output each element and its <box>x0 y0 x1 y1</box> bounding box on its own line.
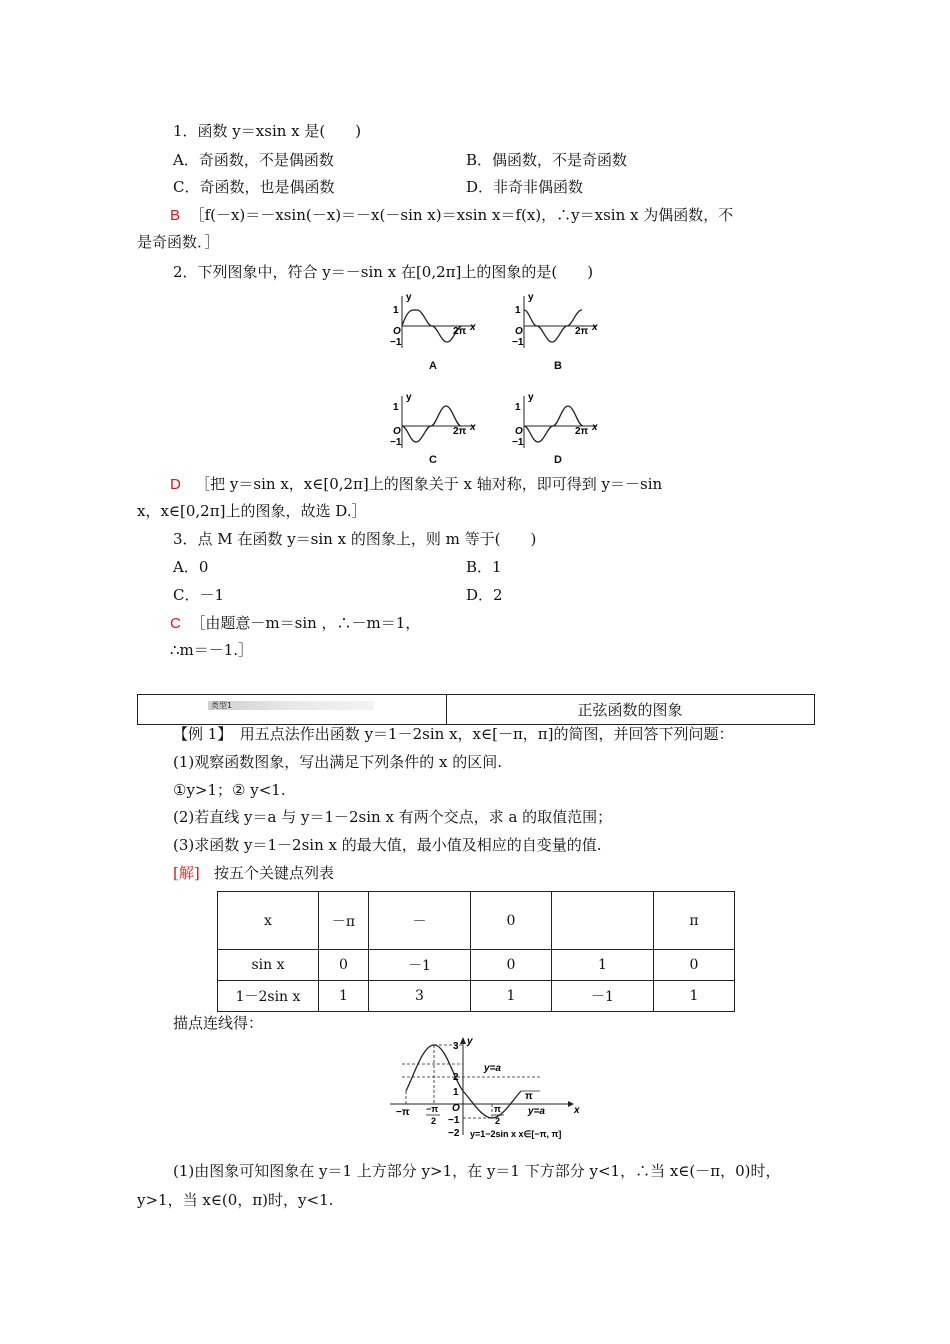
q3-option-c: C．－1 <box>173 586 225 604</box>
q2-graph-d <box>512 388 607 452</box>
table-cell: 0 <box>319 950 369 981</box>
graph-b-neg-one: −1 <box>512 337 524 348</box>
q1-answer-text: ［f(－x)＝－xsin(－x)＝－x(－sin x)＝xsin x＝f(x)，∴y＝xsin x 为偶函数，不 <box>189 206 734 224</box>
graph-d-origin: O <box>515 426 523 437</box>
solution-tag: [解] <box>173 864 200 882</box>
q3-option-b: B．1 <box>466 558 502 576</box>
table-cell: 1 <box>319 981 369 1012</box>
section-tag: 类型1 <box>208 701 374 710</box>
graph-c-origin: O <box>393 426 401 437</box>
q3-answer-cont: ∴m＝－1.］ <box>170 641 254 659</box>
graph-c-x-label: x <box>470 422 476 433</box>
table-cell: 1 <box>471 981 552 1012</box>
plot-ytick-neg1: −1 <box>448 1115 460 1126</box>
conclusion-line2: y>1，当 x∈(0，π)时，y<1. <box>137 1191 334 1209</box>
q2-answer-cont: x，x∈[0,2π]上的图象，故选 D.］ <box>137 502 367 520</box>
graph-b-2pi: 2π <box>575 326 589 337</box>
table-cell: 1 <box>654 981 735 1012</box>
q2-answer <box>170 474 662 495</box>
table-cell: 0 <box>471 950 552 981</box>
table-header-cell: x <box>218 892 319 950</box>
table-cell: sin x <box>218 950 319 981</box>
q1-stem: 1．函数 y＝xsin x 是( ) <box>173 122 362 140</box>
q1-answer <box>170 205 733 226</box>
graph-c-y-label: y <box>406 392 412 403</box>
section-header <box>137 694 815 725</box>
plot-caption: 描点连线得： <box>173 1014 264 1032</box>
graph-a-origin: O <box>393 326 401 337</box>
plot-neg-pi: −π <box>396 1107 410 1118</box>
q2-answer-text: ［把 y＝sin x，x∈[0,2π]上的图象关于 x 轴对称，即可得到 y＝－sin <box>195 475 663 493</box>
q1-option-d: D．非奇非偶函数 <box>466 178 584 196</box>
plot-x-label: x <box>574 1105 580 1116</box>
plot-y-label: y <box>467 1036 473 1047</box>
plot-y-arrow <box>460 1037 466 1044</box>
q1-answer-letter: B <box>170 207 181 224</box>
table-cell: －1 <box>552 981 654 1012</box>
graph-a-y-label: y <box>406 292 412 303</box>
example-part2: (2)若直线 y＝a 与 y＝1－2sin x 有两个交点，求 a 的取值范围； <box>173 808 613 826</box>
graph-d-x-label: x <box>592 422 598 433</box>
graph-b-x-label: x <box>592 322 598 333</box>
table-cell: 1－2sin x <box>218 981 319 1012</box>
plot-ytick-2: 2 <box>453 1072 459 1083</box>
q2-graph-a-label: A <box>429 360 437 372</box>
graph-a-neg-one: −1 <box>390 337 402 348</box>
q3-answer-letter: C <box>170 615 181 632</box>
graph-b-origin: O <box>515 326 523 337</box>
plot-ytick-neg2: −2 <box>448 1128 460 1139</box>
function-plot <box>390 1035 600 1147</box>
plot-label-ya-bottom: y=a <box>528 1106 545 1117</box>
graph-c-neg-one: −1 <box>390 437 402 448</box>
table-cell: －1 <box>369 950 471 981</box>
plot-neg-half-num: −π <box>426 1104 439 1114</box>
section-title: 正弦函数的图象 <box>577 701 683 719</box>
plot-pi: π <box>525 1091 533 1102</box>
q1-option-b: B．偶函数，不是奇函数 <box>466 151 628 169</box>
q1-answer-cont: 是奇函数．］ <box>137 233 220 251</box>
q2-graph-b <box>512 288 607 352</box>
graph-d-one: 1 <box>515 402 521 413</box>
plot-neg-half-den: 2 <box>431 1116 437 1126</box>
graph-d-y-label: y <box>528 392 534 403</box>
plot-half-den: 2 <box>495 1116 501 1126</box>
key-points-table <box>217 891 735 1012</box>
conclusion-line1: (1)由图象可知图象在 y＝1 上方部分 y>1，在 y＝1 下方部分 y<1，∴当 x∈(－π，0)时， <box>173 1162 781 1180</box>
graph-b-one: 1 <box>515 305 521 316</box>
q2-graph-c-label: C <box>429 454 437 466</box>
solution-text: 按五个关键点列表 <box>214 864 335 882</box>
example-part1-items: ①y>1；② y<1. <box>173 781 286 799</box>
q1-option-a: A．奇函数，不是偶函数 <box>173 151 334 169</box>
plot-ytick-3: 3 <box>453 1041 459 1052</box>
plot-ytick-1: 1 <box>453 1087 459 1098</box>
q1-option-c: C．奇函数，也是偶函数 <box>173 178 335 196</box>
table-cell: 3 <box>369 981 471 1012</box>
table-cell: 0 <box>654 950 735 981</box>
table-row <box>218 950 735 981</box>
q3-answer-text: ［由题意－m＝sin ，∴－m＝1， <box>190 614 421 632</box>
q3-option-a: A．0 <box>173 558 209 576</box>
q3-stem: 3．点 M 在函数 y＝sin x 的图象上，则 m 等于( ) <box>173 530 537 548</box>
q3-option-d: D．2 <box>466 586 503 604</box>
q2-graph-c <box>390 388 485 452</box>
graph-c-one: 1 <box>393 402 399 413</box>
graph-b-y-label: y <box>528 292 534 303</box>
example-head: 【例 1】 用五点法作出函数 y＝1－2sin x，x∈[－π，π]的简图，并回答下列问题： <box>173 725 734 743</box>
graph-a-2pi: 2π <box>453 326 467 337</box>
solution-head <box>173 863 334 883</box>
q2-stem: 2．下列图象中，符合 y＝－sin x 在[0,2π]上的图象的是( ) <box>173 263 594 281</box>
table-header-cell <box>552 892 654 950</box>
table-cell: 1 <box>552 950 654 981</box>
table-header-cell: － <box>369 892 471 950</box>
table-row <box>218 892 735 950</box>
graph-c-2pi: 2π <box>453 426 467 437</box>
plot-origin: O <box>452 1103 460 1114</box>
q2-graph-a <box>390 288 485 352</box>
example-part1: (1)观察函数图象，写出满足下列条件的 x 的区间. <box>173 753 503 771</box>
q2-answer-letter: D <box>170 476 181 493</box>
graph-d-neg-one: −1 <box>512 437 524 448</box>
table-header-cell: －π <box>319 892 369 950</box>
q2-graph-b-label: B <box>554 360 562 372</box>
table-row <box>218 981 735 1012</box>
example-part3: (3)求函数 y＝1－2sin x 的最大值，最小值及相应的自变量的值. <box>173 836 602 854</box>
q2-graph-d-label: D <box>554 454 562 466</box>
table-header-cell: π <box>654 892 735 950</box>
table-header-cell: 0 <box>471 892 552 950</box>
graph-a-one: 1 <box>393 305 399 316</box>
graph-d-2pi: 2π <box>575 426 589 437</box>
plot-half-num: π <box>494 1104 501 1114</box>
plot-label-ya-top: y=a <box>484 1063 501 1074</box>
graph-a-x-label: x <box>470 322 476 333</box>
plot-func-label: y=1−2sin x x∈[−π, π] <box>470 1129 562 1139</box>
q3-answer <box>170 613 420 634</box>
